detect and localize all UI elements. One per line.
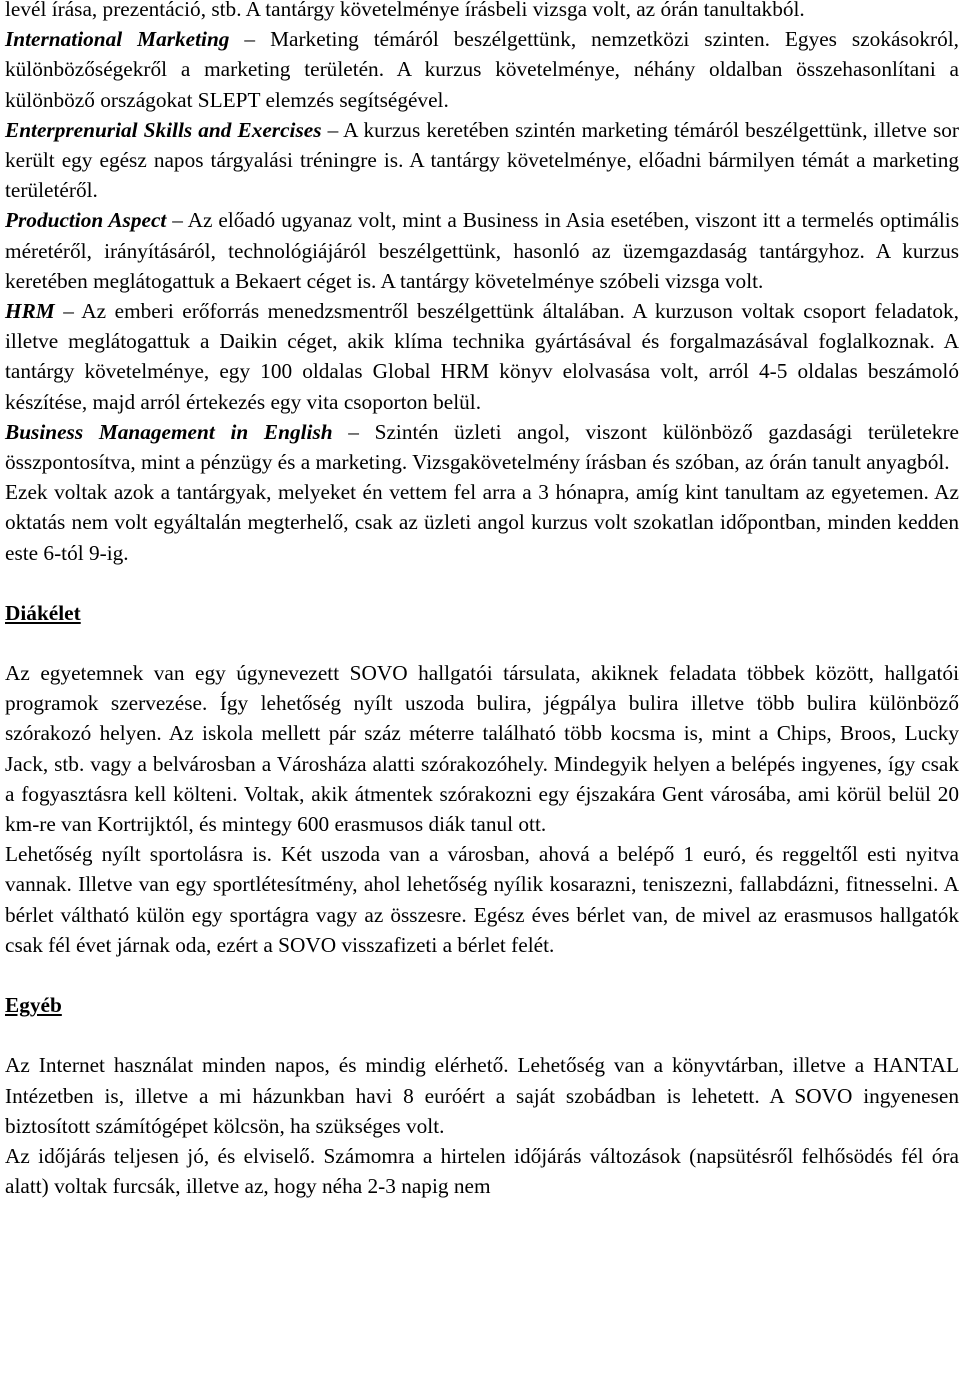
course-enterprenurial-skills (5, 115, 959, 206)
course-title: International Marketing (5, 27, 230, 52)
course-title: Business Management in English (5, 419, 333, 444)
spacer (5, 628, 959, 658)
course-business-management (5, 417, 959, 477)
spacer (5, 568, 959, 598)
section-heading-egyeb: Egyéb (5, 993, 62, 1018)
course-dash: – (54, 299, 82, 324)
diakelet-paragraph: Az egyetemnek van egy úgynevezett SOVO hallgatói társulata, akiknek feladata többek között, hallgatói programok szervezése. Így lehetőség nyílt uszoda bulira, jégpálya bulira illetve több bulira különböző szórakozó helyen. Az iskola mellett pár száz méterre található több kocsma is, mint a Chips, Broos, Lucky Jack, stb. vagy a belvárosban a Városháza alatti szórakozóhely. Mindegyik helyen a belépés ingyenes, így csak a fogyasztásra kell költeni. Voltak, akik átmentek szórakozni egy éjszakára Gent városába, ami körül belül 20 km-re van Kortrijktól, és mintegy 600 erasmusos diák tanul ott. (5, 661, 959, 837)
egyeb-paragraph: Az Internet használat minden napos, és mindig elérhető. Lehetőség van a könyvtárban, illetve a HANTAL Intézetben is, illetve a mi házunkban havi 8 euróért a saját szobádban is lehetett. A SOVO ingyenesen biztosított számítógépet kölcsön, ha szükséges volt. (5, 1053, 959, 1138)
course-title: Enterprenurial Skills and Exercises (5, 117, 322, 142)
course-description: A kurzus keretében szintén marketing témáról beszélgettünk, illetve sor került egy egész napos tárgyalási tréningre is. A tantárgy követelménye, előadni bármilyen témát a marketing területéről. (5, 117, 959, 203)
course-description: Az emberi erőforrás menedzsmentről beszélgettünk általában. A kurzuson voltak csoport feladatok, illetve meglátogattuk a Daikin céget, akik klíma technika gyártásával és forgalmazásával foglalkoznak. A tantárgy követelménye, egy 100 oldalas Global HRM könyv elolvasása volt, arról 4-5 oldalas beszámoló készítése, majd arról értekezés egy vita csoporton belül. (5, 299, 960, 414)
egyeb-paragraph: Az időjárás teljesen jó, és elviselő. Számomra a hirtelen időjárás változások (napsütésről felhősödés fél óra alatt) voltak furcsák, illetve az, hogy néha 2-3 napig nem (5, 1143, 959, 1199)
course-dash: – (332, 419, 375, 444)
intro-paragraph: levél írása, prezentáció, stb. A tantárgy követelménye írásbeli vizsga volt, az órán tanultakból. (5, 0, 805, 21)
course-dash: – (229, 27, 271, 52)
courses-closing-paragraph: Ezek voltak azok a tantárgyak, melyeket én vettem fel arra a 3 hónapra, amíg kint tanultam az egyetemen. Az oktatás nem volt egyáltalán megterhelő, csak az üzleti angol kurzus volt szokatlan időpontban, minden kedden este 6-tól 9-ig. (5, 480, 959, 565)
document-page (5, 0, 959, 1201)
spacer (5, 1020, 959, 1050)
course-title: Production Aspect (5, 208, 167, 233)
diakelet-paragraph: Lehetőség nyílt sportolásra is. Két uszoda van a városban, ahová a belépő 1 euró, és reggeltől esti nyitva vannak. Illetve van egy sportlétesítmény, ahol lehetőség nyílik kosarazni, teniszezni, fallabdázni, fitnesselni. A bérlet váltható külön egy sportágra vagy az összesre. Egész éves bérlet van, de mivel az erasmusos hallgatók csak fél évet járnak oda, ezért a SOVO visszafizeti a bérlet felét. (5, 842, 959, 957)
course-dash: – (166, 208, 188, 233)
course-international-marketing (5, 24, 959, 115)
course-hrm (5, 296, 959, 417)
course-title: HRM (5, 299, 55, 324)
course-production-aspect (5, 205, 959, 296)
section-heading-diakelet: Diákélet (5, 600, 81, 625)
course-description: Az előadó ugyanaz volt, mint a Business in Asia esetében, viszont itt a termelés optimális méretéről, irányításáról, technológiájáról beszélgettünk, hasonló az üzemgazdaság tantárgyhoz. A kurzus keretében meglátogattuk a Bekaert céget is. A tantárgy követelménye szóbeli vizsga volt. (5, 208, 960, 293)
course-dash: – (321, 117, 344, 142)
course-description: Marketing témáról beszélgettünk, nemzetközi szinten. Egyes szokásokról, különbözőségekről a marketing területén. A kurzus követelménye, néhány oldalban összehasonlítani a különböző országokat SLEPT elemzés segítségével. (5, 27, 959, 112)
course-description: Szintén üzleti angol, viszont különböző gazdasági területekre összpontosítva, mint a pénzügy és a marketing. Vizsgakövetelmény írásban és szóban, az órán tanult anyagból. (5, 419, 959, 475)
spacer (5, 960, 959, 990)
